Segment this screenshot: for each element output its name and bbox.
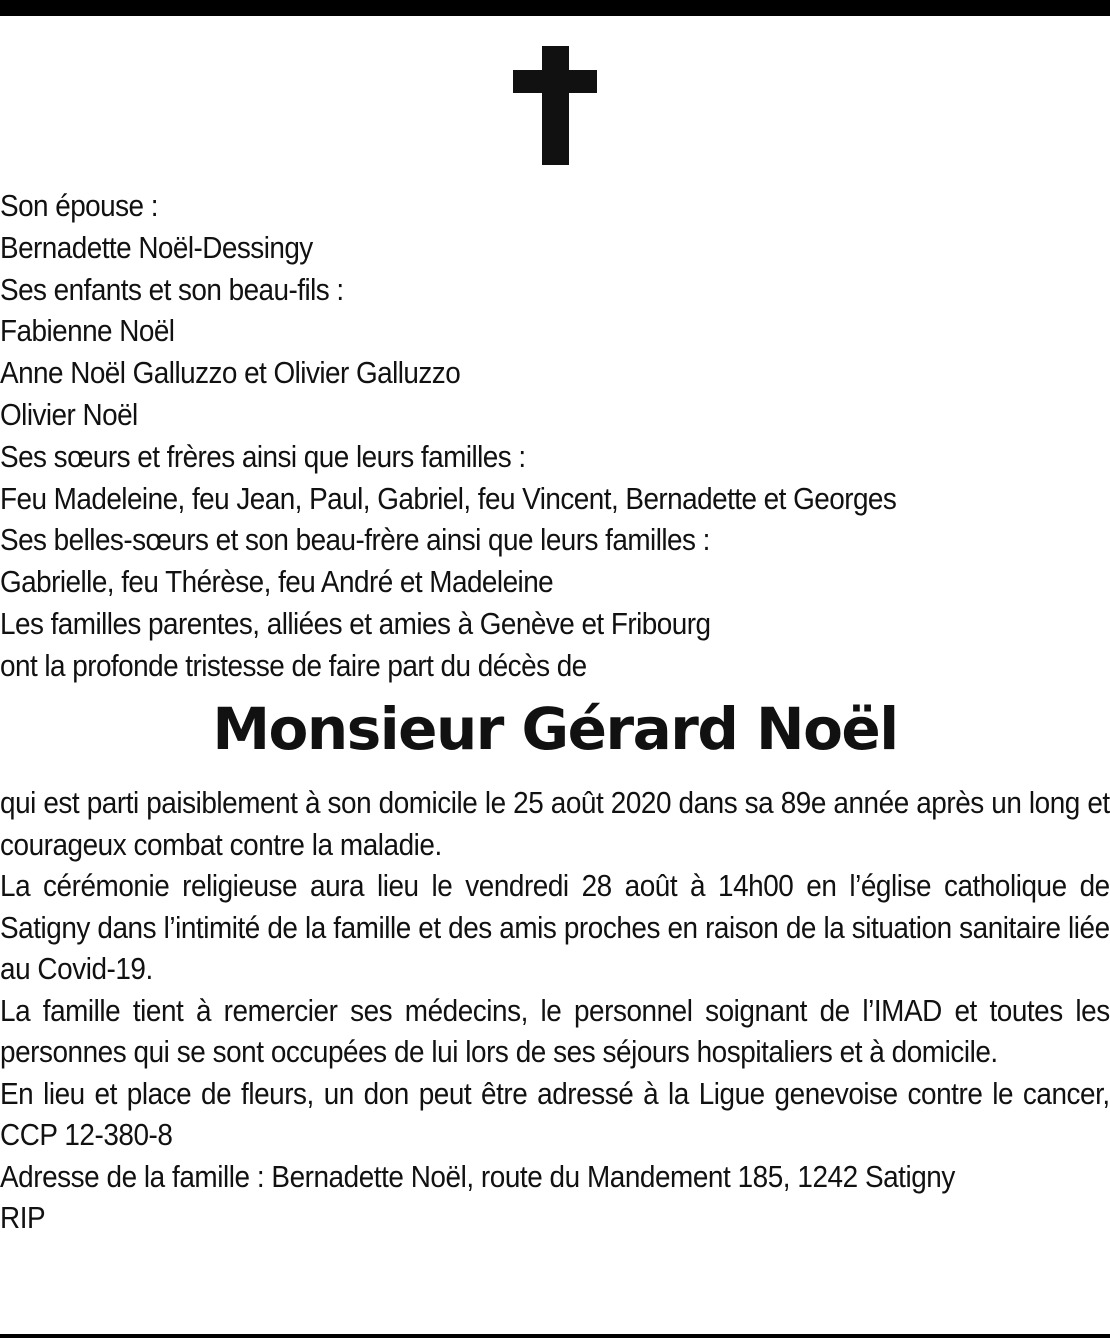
family-line: Gabrielle, feu Thérèse, feu André et Madeleine	[0, 564, 554, 600]
family-line: Son épouse :	[0, 188, 158, 223]
family-line: Feu Madeleine, feu Jean, Paul, Gabriel, feu Vincent, Bernadette et Georges	[0, 480, 897, 516]
family-line: Les familles parentes, alliées et amies à Genève et Fribourg	[0, 605, 711, 641]
cross-horizontal-bar	[513, 70, 597, 93]
bottom-border-rule	[0, 1334, 1110, 1338]
cross-vertical-bar	[542, 46, 569, 165]
cross-icon	[513, 46, 597, 165]
family-line: Anne Noël Galluzzo et Olivier Galluzzo	[0, 355, 461, 391]
family-line: Fabienne Noël	[0, 313, 175, 349]
family-line: Bernadette Noël-Dessingy	[0, 229, 313, 265]
notice-body	[0, 782, 1110, 1239]
family-line: Ses enfants et son beau-fils :	[0, 271, 344, 307]
family-line: Ses sœurs et frères ainsi que leurs familles :	[0, 438, 526, 474]
notice-paragraph: Adresse de la famille : Bernadette Noël, route du Mandement 185, 1242 Satigny	[0, 1158, 955, 1194]
top-border-rule	[0, 0, 1110, 16]
notice-paragraph: La cérémonie religieuse aura lieu le vendredi 28 août à 14h00 en l’église catholique de Satigny dans l’intimité de la famille et des amis proches en raison de la situation sanitaire liée au Covid-19.	[0, 868, 1110, 986]
family-line: Olivier Noël	[0, 396, 138, 432]
family-line: ont la profonde tristesse de faire part du décès de	[0, 647, 587, 683]
family-line: Ses belles-sœurs et son beau-frère ainsi que leurs familles :	[0, 522, 710, 558]
notice-paragraph: RIP	[0, 1200, 46, 1235]
family-list	[0, 185, 999, 687]
deceased-name: Monsieur Gérard Noël	[212, 695, 898, 763]
notice-paragraph: En lieu et place de fleurs, un don peut être adressé à la Ligue genevoise contre le cancer, CCP 12-380-8	[0, 1075, 1110, 1152]
notice-paragraph: qui est parti paisiblement à son domicile le 25 août 2020 dans sa 89e année après un long et courageux combat contre la maladie.	[0, 785, 1110, 862]
notice-paragraph: La famille tient à remercier ses médecins, le personnel soignant de l’IMAD et toutes les personnes qui se sont occupées de lui lors de ses séjours hospitaliers et à domicile.	[0, 992, 1110, 1069]
